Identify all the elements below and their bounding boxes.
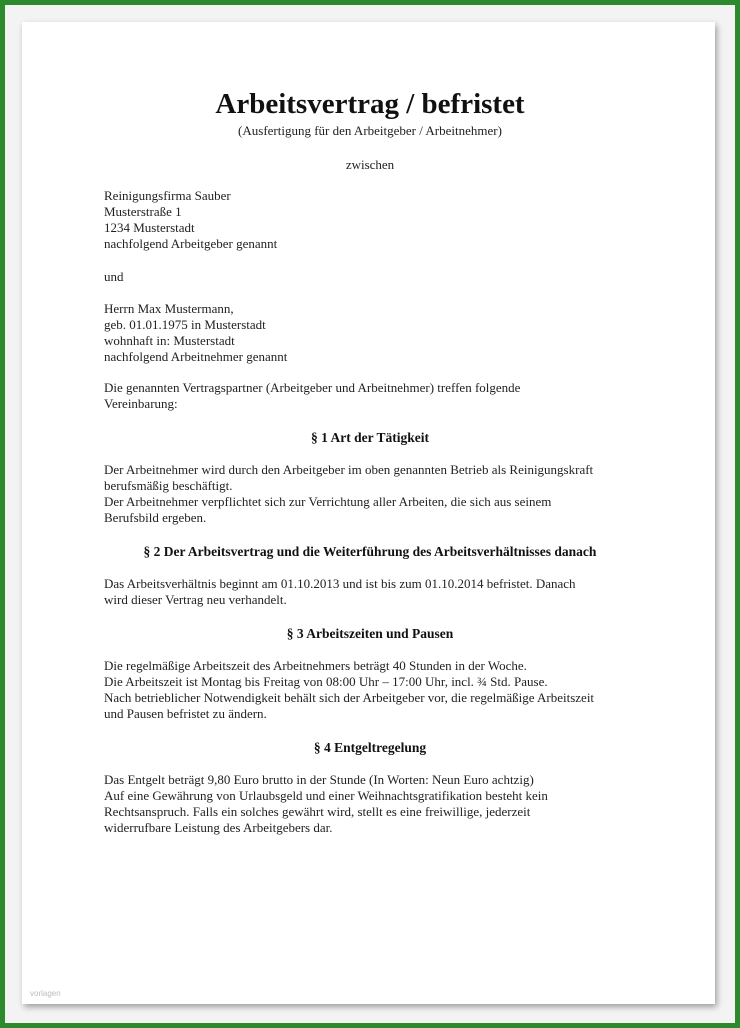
- document-title: Arbeitsvertrag / befristet: [215, 88, 525, 120]
- watermark-text: vorlagen: [30, 989, 61, 998]
- employee-line: wohnhaft in: Musterstadt: [104, 333, 235, 348]
- section-4-line: Rechtsanspruch. Falls ein solches gewährt wird, stellt es eine freiwillige, jederzeit: [104, 804, 531, 819]
- section-3-heading: § 3 Arbeitszeiten und Pausen: [286, 626, 454, 641]
- section-1-line: Berufsbild ergeben.: [104, 510, 207, 525]
- employer-block: [104, 188, 644, 252]
- section-4-line: Auf eine Gewährung von Urlaubsgeld und einer Weihnachtsgratifikation besteht kein: [104, 788, 548, 803]
- employee-line: nachfolgend Arbeitnehmer genannt: [104, 349, 288, 364]
- section-4-line: widerrufbare Leistung des Arbeitgebers dar.: [104, 820, 333, 835]
- employer-line: nachfolgend Arbeitgeber genannt: [104, 236, 278, 251]
- between-label: zwischen: [345, 157, 395, 172]
- section-1-body: [104, 462, 644, 526]
- section-2-body: [104, 576, 644, 608]
- section-3-line: Nach betrieblicher Notwendigkeit behält sich der Arbeitgeber vor, die regelmäßige Arbeitszeit: [104, 690, 595, 705]
- document-subtitle: (Ausfertigung für den Arbeitgeber / Arbeitnehmer): [238, 123, 502, 138]
- section-3-line: Die Arbeitszeit ist Montag bis Freitag von 08:00 Uhr – 17:00 Uhr, incl. ¾ Std. Pause.: [104, 674, 548, 689]
- section-2-line: wird dieser Vertrag neu verhandelt.: [104, 592, 287, 607]
- section-3-body: [104, 658, 644, 722]
- section-2-heading: § 2 Der Arbeitsvertrag und die Weiterführung des Arbeitsverhältnisses danach: [143, 544, 597, 559]
- section-1-line: Der Arbeitnehmer verpflichtet sich zur Verrichtung aller Arbeiten, die sich aus seinem: [104, 494, 552, 509]
- section-4-line: Das Entgelt beträgt 9,80 Euro brutto in der Stunde (In Worten: Neun Euro achtzig): [104, 772, 534, 787]
- and-label-block: [104, 269, 644, 285]
- section-4-body: [104, 772, 644, 836]
- section-1-heading: § 1 Art der Tätigkeit: [311, 430, 429, 445]
- and-label: und: [104, 269, 124, 284]
- section-1-line: berufsmäßig beschäftigt.: [104, 478, 233, 493]
- employee-line: Herrn Max Mustermann,: [104, 301, 234, 316]
- employer-line: Reinigungsfirma Sauber: [104, 188, 231, 203]
- intro-line: Die genannten Vertragspartner (Arbeitgeber und Arbeitnehmer) treffen folgende: [104, 380, 521, 395]
- intro-line: Vereinbarung:: [104, 396, 178, 411]
- intro-paragraph: [104, 380, 644, 412]
- employee-line: geb. 01.01.1975 in Musterstadt: [104, 317, 266, 332]
- section-4-heading: § 4 Entgeltregelung: [313, 740, 427, 755]
- section-3-line: und Pausen befristet zu ändern.: [104, 706, 267, 721]
- section-1-line: Der Arbeitnehmer wird durch den Arbeitgeber im oben genannten Betrieb als Reinigungskraft: [104, 462, 594, 477]
- section-3-line: Die regelmäßige Arbeitszeit des Arbeitnehmers beträgt 40 Stunden in der Woche.: [104, 658, 527, 673]
- employer-line: 1234 Musterstadt: [104, 220, 195, 235]
- employee-block: [104, 301, 644, 365]
- section-2-line: Das Arbeitsverhältnis beginnt am 01.10.2013 und ist bis zum 01.10.2014 befristet. Danach: [104, 576, 576, 591]
- employer-line: Musterstraße 1: [104, 204, 182, 219]
